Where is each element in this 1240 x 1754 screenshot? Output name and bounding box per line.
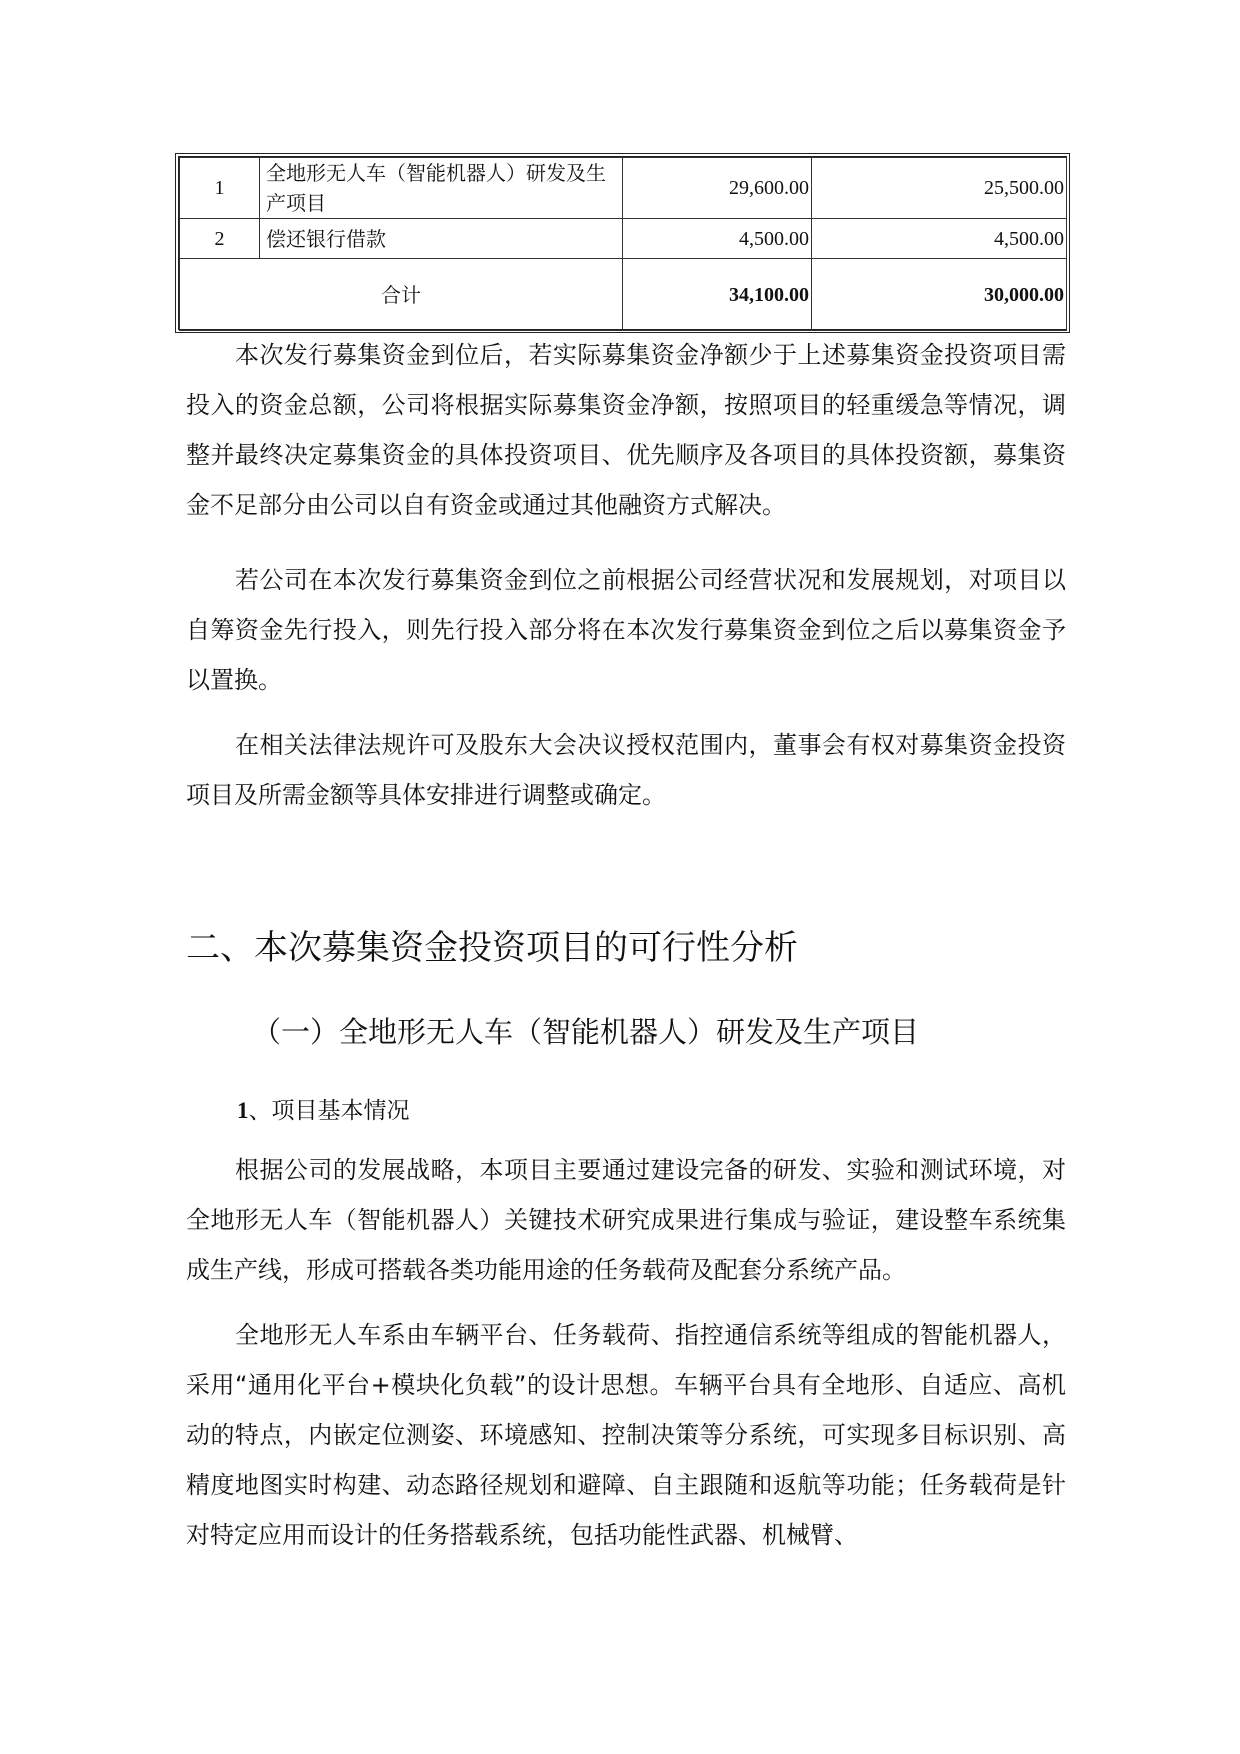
row-index: 2 — [180, 219, 260, 259]
section-heading: 二、本次募集资金投资项目的可行性分析 — [186, 928, 798, 968]
raised-amount: 4,500.00 — [812, 219, 1067, 259]
raised-amount: 25,500.00 — [812, 158, 1067, 219]
sum-raised-amount: 30,000.00 — [812, 259, 1067, 331]
table-total-row — [180, 259, 1067, 331]
investment-table — [175, 153, 1070, 333]
paragraph-funding-shortfall: 本次发行募集资金到位后，若实际募集资金净额少于上述募集资金投资项目需投入的资金总额，公司将根据实际募集资金净额，按照项目的轻重缓急等情况，调整并最终决定募集资金的具体投资项目、优先顺序及各项目的具体投资额，募集资金不足部分由公司以自有资金或通过其他融资方式解决。 — [186, 341, 1066, 519]
paragraph-vehicle-description: 全地形无人车系由车辆平台、任务载荷、指控通信系统等组成的智能机器人，采用“通用化平台+模块化负载”的设计思想。车辆平台具有全地形、自适应、高机动的特点，内嵌定位测姿、环境感知、控制决策等分系统，可实现多目标识别、高精度地图实时构建、动态路径规划和避障、自主跟随和返航等功能；任务载荷是针对特定应用而设计的任务搭载系统，包括功能性武器、机械臂、 — [186, 1321, 1066, 1549]
paragraph-project-overview: 根据公司的发展战略，本项目主要通过建设完备的研发、实验和测试环境，对全地形无人车（智能机器人）关键技术研究成果进行集成与验证，建设整车系统集成生产线，形成可搭载各类功能用途的任务载荷及配套分系统产品。 — [186, 1156, 1066, 1284]
project-name: 全地形无人车（智能机器人）研发及生产项目 — [260, 158, 623, 219]
table-row — [180, 158, 1067, 219]
row-index: 1 — [180, 158, 260, 219]
total-investment: 4,500.00 — [623, 219, 812, 259]
subsection-heading: （一）全地形无人车（智能机器人）研发及生产项目 — [252, 1015, 920, 1049]
item-title: 、项目基本情况 — [248, 1098, 410, 1124]
paragraph-prefunding: 若公司在本次发行募集资金到位之前根据公司经营状况和发展规划，对项目以自筹资金先行投入，则先行投入部分将在本次发行募集资金到位之后以募集资金予以置换。 — [186, 566, 1066, 694]
paragraph-board-authority: 在相关法律法规许可及股东大会决议授权范围内，董事会有权对募集资金投资项目及所需金额等具体安排进行调整或确定。 — [186, 731, 1066, 809]
item-number: 1 — [237, 1098, 249, 1123]
project-name: 偿还银行借款 — [260, 219, 623, 259]
sum-total-investment: 34,100.00 — [623, 259, 812, 331]
total-label: 合计 — [180, 259, 623, 331]
item-heading — [237, 1092, 410, 1125]
total-investment: 29,600.00 — [623, 158, 812, 219]
table-row — [180, 219, 1067, 259]
